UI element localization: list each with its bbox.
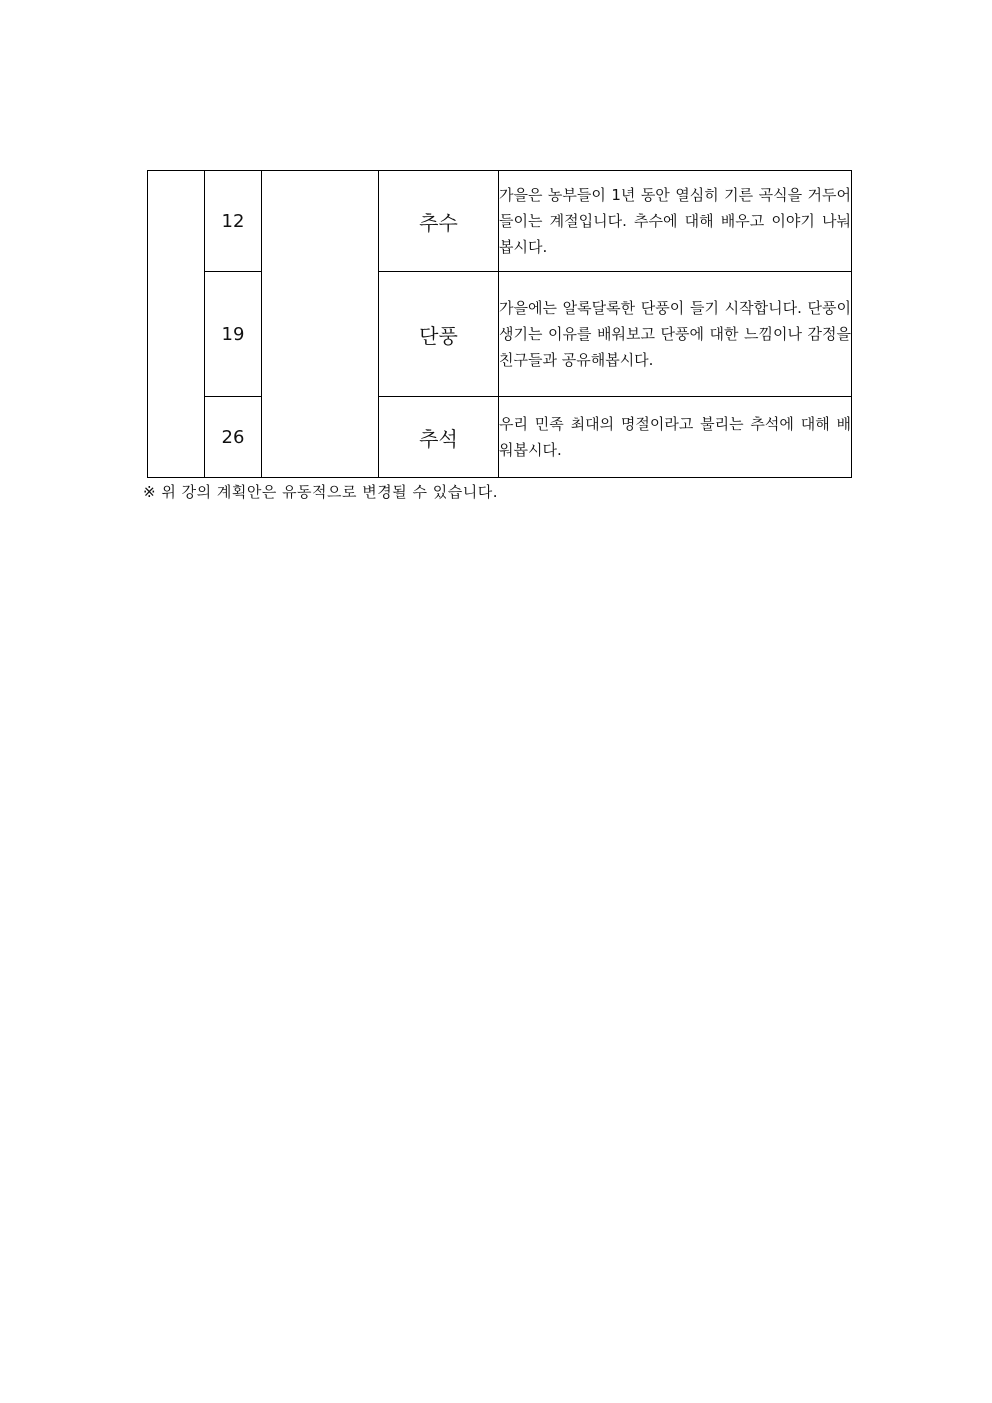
month-cell xyxy=(148,171,205,478)
lesson-plan-table xyxy=(147,170,852,478)
table-row xyxy=(148,397,852,478)
topic-cell: 추석 xyxy=(379,397,499,478)
topic-cell: 단풍 xyxy=(379,272,499,397)
description-cell: 우리 민족 최대의 명절이라고 불리는 추석에 대해 배워봅시다. xyxy=(499,397,852,478)
table-row xyxy=(148,272,852,397)
description-cell: 가을은 농부들이 1년 동안 열심히 기른 곡식을 거두어들이는 계절입니다. 추수에 대해 배우고 이야기 나눠봅시다. xyxy=(499,171,852,272)
footnote: ※ 위 강의 계획안은 유동적으로 변경될 수 있습니다. xyxy=(143,483,499,501)
topic-cell: 추수 xyxy=(379,171,499,272)
day-cell: 26 xyxy=(205,397,262,478)
description-cell: 가을에는 알록달록한 단풍이 들기 시작합니다. 단풍이 생기는 이유를 배워보고 단풍에 대한 느낌이나 감정을 친구들과 공유해봅시다. xyxy=(499,272,852,397)
week-cell xyxy=(262,171,379,478)
day-cell: 19 xyxy=(205,272,262,397)
day-cell: 12 xyxy=(205,171,262,272)
table-row xyxy=(148,171,852,272)
